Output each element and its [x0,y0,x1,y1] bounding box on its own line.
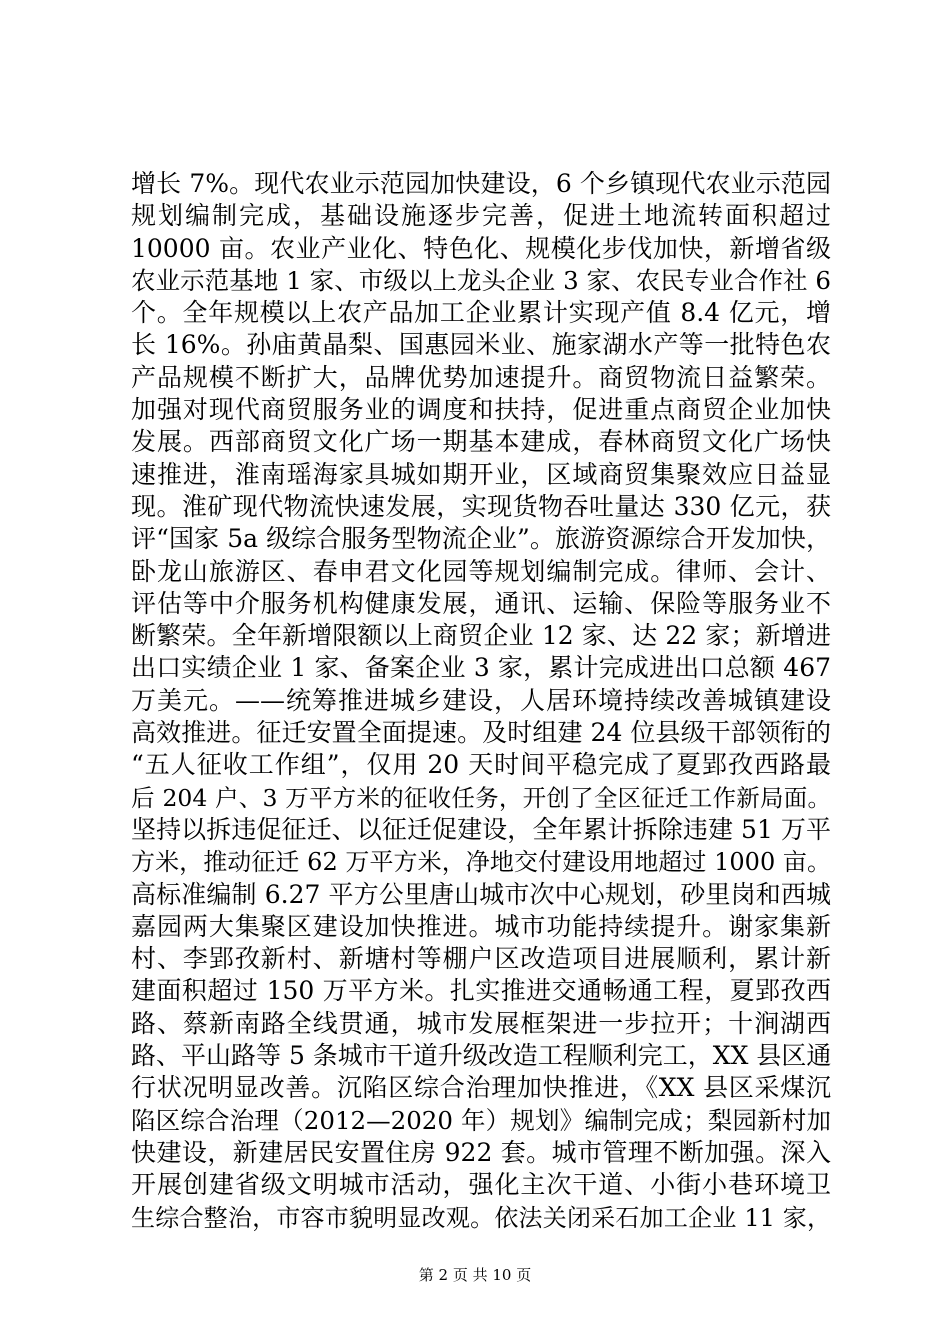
text-line: 路、平山路等 5 条城市干道升级改造工程顺利完工，XX 县区通 [131,1041,832,1071]
text-line: 嘉园两大集聚区建设加快推进。城市功能持续提升。谢家集新 [131,911,831,941]
text-line: 增长 7%。现代农业示范园加快建设，6 个乡镇现代农业示范园 [131,169,831,198]
text-line: 方米，推动征迁 62 万平方米，净地交付建设用地超过 1000 亩。 [131,848,831,877]
text-line: 建面积超过 150 万平方米。扎实推进交通畅通工程，夏郢孜西 [131,976,831,1006]
text-line: 行状况明显改善。沉陷区综合治理加快推进，《XX 县区采煤沉 [131,1073,831,1103]
text-line: 速推进，淮南瑶海家具城如期开业，区域商贸集聚效应日益显 [131,459,831,489]
text-line: 后 204 户、3 万平方米的征收任务，开创了全区征迁工作新局面。 [131,783,831,812]
text-line: 产品规模不断扩大，品牌优势加速提升。商贸物流日益繁荣。 [131,362,831,392]
text-line: 路、蔡新南路全线贯通，城市发展框架进一步拉开；十涧湖西 [131,1008,831,1038]
text-line: 高标准编制 6.27 平方公里唐山城市次中心规划，砂里岗和西城 [131,879,831,909]
text-line: 出口实绩企业 1 家、备案企业 3 家，累计完成进出口总额 467 [131,653,831,683]
text-line: 高效推进。征迁安置全面提速。及时组建 24 位县级干部领衔的 [131,718,831,748]
page-number-label: 第 2 页 共 10 页 [418,1266,532,1284]
text-line: 规划编制完成，基础设施逐步完善，促进土地流转面积超过 [131,201,831,231]
text-line: 长 16%。孙庙黄晶梨、国惠园米业、施家湖水产等一批特色农 [131,330,831,360]
text-line: 农业示范基地 1 家、市级以上龙头企业 3 家、农民专业合作社 6 [131,265,831,295]
text-line: 10000 亩。农业产业化、特色化、规模化步伐加快，新增省级 [131,233,831,263]
text-line: 现。淮矿现代物流快速发展，实现货物吞吐量达 330 亿元，获 [131,491,831,521]
text-line: 陷区综合治理（2012—2020 年）规划》编制完成；梨园新村加 [131,1105,831,1135]
text-line: 卧龙山旅游区、春申君文化园等规划编制完成。律师、会计、 [131,556,831,586]
text-line: 坚持以拆违促征迁、以征迁促建设，全年累计拆除违建 51 万平 [131,814,831,844]
text-line: 个。全年规模以上农产品加工企业累计实现产值 8.4 亿元，增 [131,298,831,328]
text-line: 加强对现代商贸服务业的调度和扶持，促进重点商贸企业加快 [131,395,831,425]
text-line: 发展。西部商贸文化广场一期基本建成，春林商贸文化广场快 [131,427,831,457]
text-line: 开展创建省级文明城市活动，强化主次干道、小街小巷环境卫 [131,1170,831,1200]
text-line: 断繁荣。全年新增限额以上商贸企业 12 家、达 22 家；新增进 [131,621,831,651]
page-footer [0,1265,950,1285]
text-line: 生综合整治，市容市貌明显改观。依法关闭采石加工企业 11 家， [131,1203,831,1232]
text-line: 万美元。——统筹推进城乡建设，人居环境持续改善城镇建设 [131,685,831,715]
text-line: “五人征收工作组”，仅用 20 天时间平稳完成了夏郢孜西路最 [131,750,831,780]
text-line: 快建设，新建居民安置住房 922 套。城市管理不断加强。深入 [131,1137,831,1167]
text-line: 评“国家 5a 级综合服务型物流企业”。旅游资源综合开发加快， [131,524,831,554]
text-line: 评估等中介服务机构健康发展，通讯、运输、保险等服务业不 [131,588,831,618]
text-line: 村、李郢孜新村、新塘村等棚户区改造项目进展顺利，累计新 [131,944,831,974]
body-text [131,168,831,1234]
